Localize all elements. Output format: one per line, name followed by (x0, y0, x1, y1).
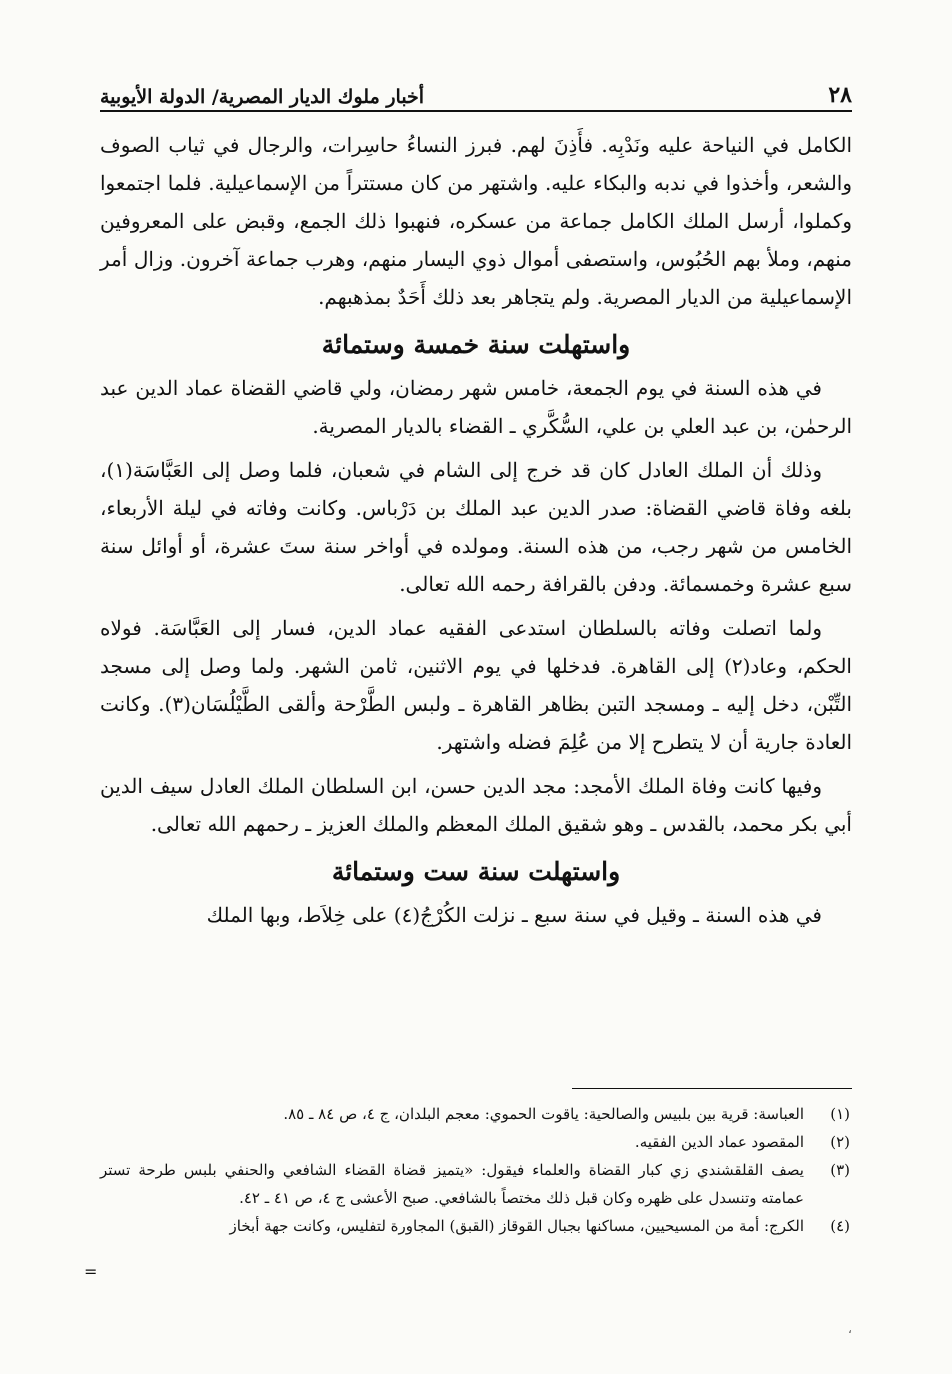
continuation-mark: = (84, 1262, 98, 1281)
running-title: أخبار ملوك الديار المصرية/ الدولة الأيوبية (100, 86, 425, 108)
paragraph-5: وفيها كانت وفاة الملك الأمجد: مجد الدين حسن، ابن السلطان الملك العادل سيف الدين أبي بكر محمد، بالقدس ـ وهو شقيق الملك المعظم والملك العزيز ـ رحمهم الله تعالى. (100, 774, 852, 836)
paragraph-6: في هذه السنة ـ وقيل في سنة سبع ـ نزلت الكُرْجُ(٤) على خِلاَط، وبها الملك (206, 903, 822, 927)
footnotes (100, 1100, 850, 1240)
footnote-text: الكرج: أمة من المسيحيين، مساكنها بجبال القوقاز (القبق) المجاورة لتفليس، وكانت جهة أبخاز (229, 1217, 804, 1235)
footnote-text: العباسة: قرية بين بلبيس والصالحية: ياقوت الحموي: معجم البلدان، ج ٤، ص ٨٤ ـ ٨٥. (283, 1105, 804, 1123)
footnote-number: (٢) (830, 1133, 850, 1151)
page-header (100, 72, 852, 112)
paragraph-4: ولما اتصلت وفاته بالسلطان استدعى الفقيه عماد الدين، فسار إلى العَبَّاسَة. فولاه الحكم، وعاد(٢) إلى القاهرة. فدخلها في يوم الاثنين، ثامن الشهر. ولما وصل إلى مسجد التِّبْن، دخل إليه ـ ومسجد التبن بظاهر القاهرة ـ ولبس الطَّرْحة وألقى الطَّيْلُسَان(٣). وكانت العادة جارية أن لا يتطرح إلا من عُلِمَ فضله واشتهر. (100, 616, 852, 754)
page-content (100, 72, 852, 934)
section-heading-605: واستهلت سنة خمسة وستمائة (321, 330, 631, 359)
footnote (100, 1212, 850, 1240)
footnote-number: (٣) (830, 1161, 850, 1179)
footnote-separator (572, 1088, 852, 1089)
footnote (100, 1128, 850, 1156)
footnote-text: يصف القلقشندي زي كبار القضاة والعلماء فيقول: «يتميز قضاة القضاء الشافعي والحنفي بلبس طرحة تستر عمامته وتنسدل على ظهره وكان قبل ذلك مختصاً بالشافعي. صبح الأعشى ج ٤، ص ٤١ ـ ٤٢. (100, 1161, 804, 1207)
footnote (100, 1156, 850, 1212)
page-number: ٢٨ (828, 82, 852, 108)
paragraph-3: وذلك أن الملك العادل كان قد خرج إلى الشام في شعبان، فلما وصل إلى العَبَّاسَة(١)، بلغه وفاة قاضي القضاة: صدر الدين عبد الملك بن دَرْباس. وكانت وفاته في ليلة الأربعاء، الخامس من شهر رجب، من هذه السنة. ومولده في أواخر سنة ستَ عشرة، أو أوائل سنة سبع عشرة وخمسمائة. ودفن بالقرافة رحمه الله تعالى. (100, 458, 852, 596)
footnote (100, 1100, 850, 1128)
section-heading-606: واستهلت سنة ست وستمائة (331, 857, 621, 886)
stray-mark: ، (848, 1322, 852, 1336)
paragraph-1: الكامل في النياحة عليه ونَدْبِه. فأَذِنَ لهم. فبرز النساءُ حاسِرات، والرجال في ثياب الصوف والشعر، وأخذوا في ندبه والبكاء عليه. واشتهر من كان مستتراً من الإسماعيلية. فلما اجتمعوا وكملوا، أرسل الملك الكامل جماعة من عسكره، فنهبوا ذلك الجمع، وقبض على المعروفين منهم، وملأ بهم الحُبُوس، واستصفى أموال ذوي اليسار منهم، وهرب جماعة آخرون. وزال أمر الإسماعيلية من الديار المصرية. ولم يتجاهر بعد ذلك أَحَدٌ بمذهبهم. (100, 133, 852, 309)
footnote-number: (١) (830, 1105, 850, 1123)
paragraph-2: في هذه السنة في يوم الجمعة، خامس شهر رمضان، ولي قاضي القضاة عماد الدين عبد الرحمٰن، بن عبد العلي بن علي، السُّكَّري ـ القضاء بالديار المصرية. (100, 376, 852, 438)
footnote-number: (٤) (830, 1217, 850, 1235)
footnote-text: المقصود عماد الدين الفقيه. (634, 1133, 804, 1151)
